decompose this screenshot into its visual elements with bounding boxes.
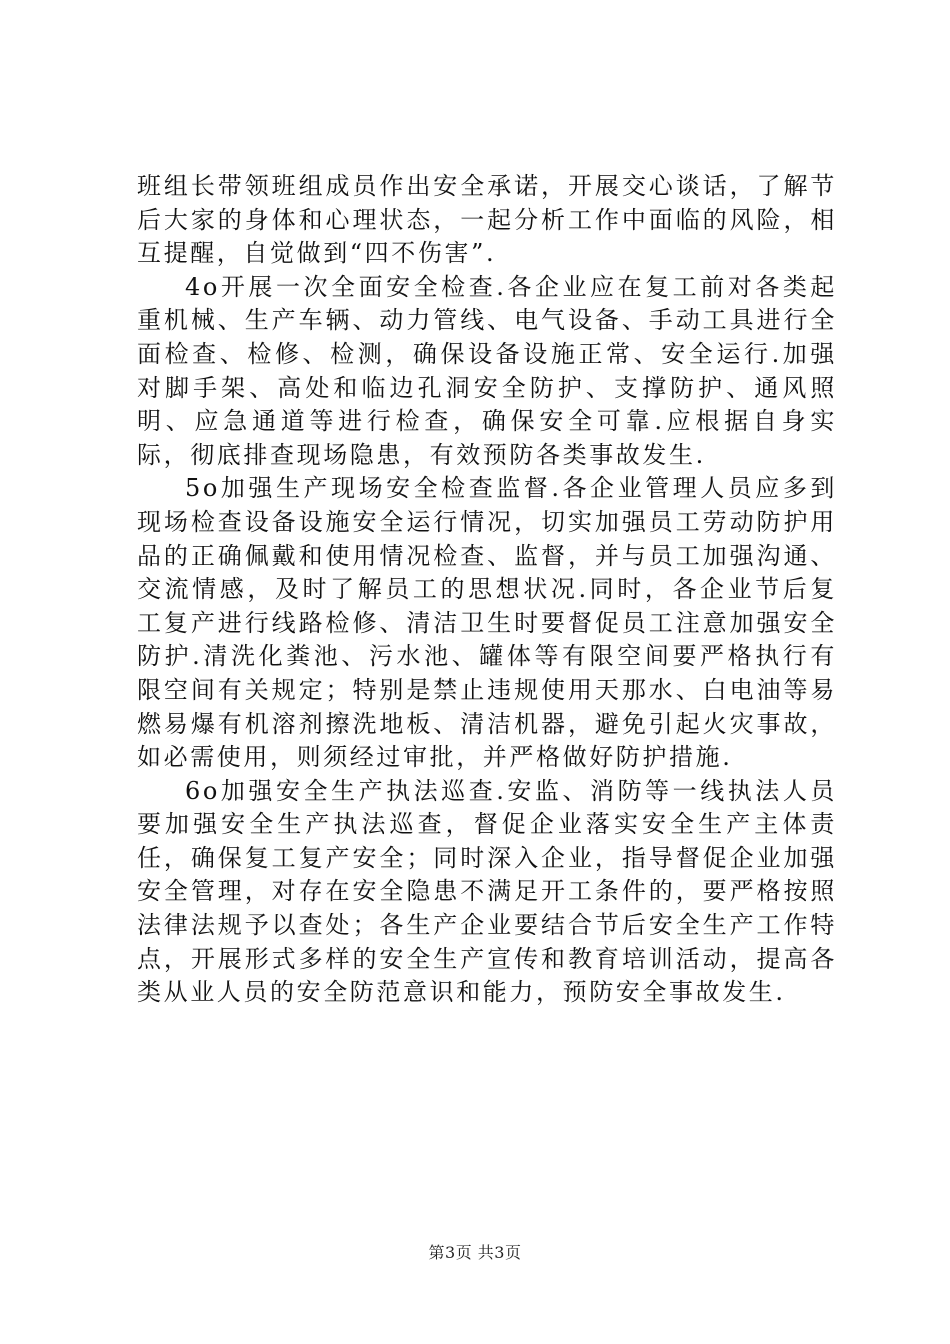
page-number-label: 第3页 共3页 [428, 1243, 522, 1262]
paragraph-team-commitment: 班组长带领班组成员作出安全承诺，开展交心谈话，了解节后大家的身体和心理状态，一起分析工作中面临的风险，相互提醒，自觉做到“四不伤害”. [137, 172, 837, 268]
document-body [137, 170, 837, 1010]
paragraph-item-6-law-enforcement: 6o加强安全生产执法巡查.安监、消防等一线执法人员要加强安全生产执法巡查，督促企业落实安全生产主体责任，确保复工复产安全；同时深入企业，指导督促企业加强安全管理，对存在安全隐患不满足开工条件的，要严格按照法律法规予以查处；各生产企业要结合节后安全生产工作特点，开展形式多样的安全生产宣传和教育培训活动，提高各类从业人员的安全防范意识和能力，预防安全事故发生. [137, 776, 837, 1007]
paragraph-item-4-safety-inspection: 4o开展一次全面安全检查.各企业应在复工前对各类起重机械、生产车辆、动力管线、电气设备、手动工具进行全面检查、检修、检测，确保设备设施正常、安全运行.加强对脚手架、高处和临边孔洞安全防护、支撑防护、通风照明、应急通道等进行检查，确保安全可靠.应根据自身实际，彻底排查现场隐患，有效预防各类事故发生. [137, 272, 837, 469]
paragraph-item-5-site-supervision: 5o加强生产现场安全检查监督.各企业管理人员应多到现场检查设备设施安全运行情况，切实加强员工劳动防护用品的正确佩戴和使用情况检查、监督，并与员工加强沟通、交流情感，及时了解员工的思想状况.同时，各企业节后复工复产进行线路检修、清洁卫生时要督促员工注意加强安全防护.清洗化粪池、污水池、罐体等有限空间要严格执行有限空间有关规定；特别是禁止违规使用天那水、白电油等易燃易爆有机溶剂擦洗地板、清洁机器，避免引起火灾事故，如必需使用，则须经过审批，并严格做好防护措施. [137, 474, 837, 772]
page-footer [0, 1242, 950, 1264]
